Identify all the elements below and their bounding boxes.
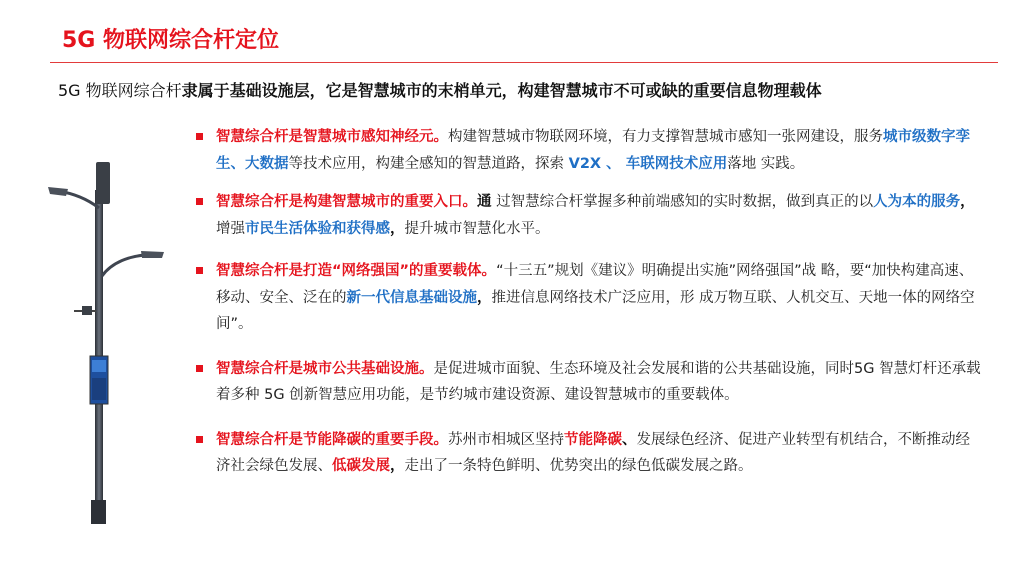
item-text: 推进信息网络技术广泛应用，形 成万物互联、人机交互、天地一体的网络空间”。 [216,289,975,332]
camera-box [82,306,92,315]
item-bold: ， [477,289,492,306]
bullet-list [194,124,984,480]
item-text: 苏州市相城区坚持 [448,431,564,448]
red-square-bullet-icon [196,436,203,443]
item-highlight: 市民生活体验和获得感 [245,220,390,237]
item-text: “十三五”规划《建议》明确提出实施”网络强国”战 略，要“加快构建高速、移动、安全、泛在的 [216,263,974,306]
upper-lamp [48,187,68,196]
item-bold: ， [960,194,975,210]
lower-arm [102,255,146,276]
page-title: 5G 物联网综合杆定位 [62,28,280,53]
subtitle-bold: 隶属于基础设施层，它是智慧城市的末梢单元，构建智慧城市不可或缺的重要信息物理载体 [181,81,822,100]
red-square-bullet-icon [196,198,203,205]
item-highlight: 人为本的服务 [873,194,961,210]
item-bold: ， [390,220,405,237]
subtitle-plain: 5G 物联网综合杆 [58,81,182,100]
item-text: 是促进城市面貌、生态环境及社会发展和谐的公共基础设施，同时5G 智慧灯杆还承载着多种 5G 创新智慧应用功能，是节约城市建设资源、建设智慧城市的重要载体。 [216,360,981,403]
list-item [194,124,984,177]
list-item [194,356,984,409]
item-text: 走出了一条特色鲜明、优势突出的绿色低碳发展之路。 [404,458,753,474]
item-highlight: 节能降碳 [564,431,622,448]
item-text: 增强 [216,220,245,237]
item-lead: 智慧综合杆是城市公共基础设施。 [216,360,434,377]
item-highlight: 低碳发展 [332,458,390,474]
item-text: 过智慧综合杆掌握多种前端感知的实时数据，做到真正的以 [491,194,874,210]
pole-top-cap [96,162,110,204]
red-square-bullet-icon [196,267,203,274]
smart-pole-illustration [46,160,166,526]
item-highlight: V2X 、 车联网技术应用 [568,155,728,172]
item-lead: 智慧综合杆是智慧城市感知神经元。 [216,129,448,145]
item-bold: ， [390,458,405,474]
item-bold: 通 [477,194,492,210]
lower-lamp [141,251,164,258]
red-square-bullet-icon [196,133,203,140]
item-lead: 智慧综合杆是打造“网络强国”的重要载体。 [216,263,497,279]
info-screen-glare [92,360,106,372]
item-bold: 、 [622,431,637,448]
list-item [194,189,984,242]
item-text: 等技术应用，构建全感知的智慧道路，探索 [288,155,569,172]
title-divider [50,62,998,63]
item-text: 发展绿色经济、促进产业转型有机结合，不断推动经济社会绿色发展、 [216,431,970,474]
page-subtitle [58,80,1018,102]
item-highlight: 新一代信息基础设施 [346,289,477,306]
item-highlight: 城市级数字孪生、大数据 [216,129,970,172]
item-lead: 智慧综合杆是节能降碳的重要手段。 [216,431,448,448]
item-lead: 智慧综合杆是构建智慧城市的重要入口。 [216,194,477,210]
info-screen-panel [92,378,106,400]
item-text: 落地 实践。 [727,155,805,172]
item-text: 提升城市智慧化水平。 [404,220,550,237]
list-item [194,258,984,338]
red-square-bullet-icon [196,365,203,372]
item-text: 构建智慧城市物联网环境，有力支撑智慧城市感知一张网建设，服务 [448,129,883,145]
list-item [194,427,984,480]
pole-base [91,500,106,524]
